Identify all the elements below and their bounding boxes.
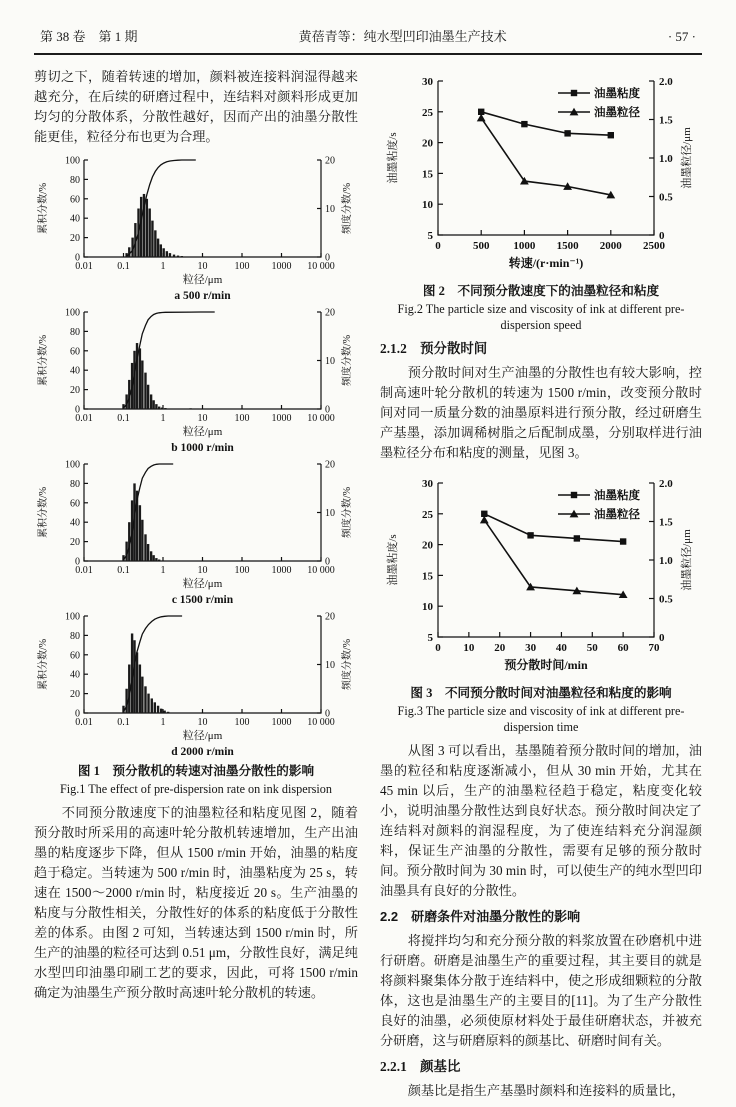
svg-text:100: 100 — [65, 460, 80, 471]
svg-text:2500: 2500 — [643, 240, 666, 252]
svg-text:油墨粒径: 油墨粒径 — [594, 507, 640, 521]
svg-text:粒径/μm: 粒径/μm — [183, 272, 223, 286]
svg-text:油墨粒径/μm: 油墨粒径/μm — [679, 127, 693, 189]
svg-text:10: 10 — [422, 199, 434, 211]
svg-text:1.5: 1.5 — [659, 517, 673, 529]
svg-text:1000: 1000 — [272, 261, 292, 272]
svg-text:20: 20 — [70, 233, 80, 244]
svg-text:50: 50 — [587, 642, 599, 654]
svg-text:80: 80 — [70, 327, 80, 338]
svg-text:20: 20 — [494, 642, 506, 654]
svg-text:20: 20 — [70, 385, 80, 396]
svg-text:0: 0 — [325, 405, 330, 416]
svg-text:100: 100 — [65, 308, 80, 319]
svg-text:30: 30 — [422, 478, 434, 490]
volume-issue: 第 38 卷 第 1 期 — [40, 26, 138, 45]
svg-text:60: 60 — [70, 346, 80, 357]
svg-text:累积分数/%: 累积分数/% — [36, 335, 49, 386]
section-heading-2-2: 2.2 研磨条件对油墨分散性的影响 — [380, 907, 702, 927]
figure-3 — [380, 469, 702, 735]
svg-text:25: 25 — [422, 107, 434, 119]
svg-text:0: 0 — [325, 709, 330, 720]
svg-text:粒径/μm: 粒径/μm — [183, 424, 223, 438]
page-header — [34, 26, 702, 55]
svg-text:0: 0 — [435, 642, 441, 654]
svg-text:1: 1 — [161, 717, 166, 728]
section-heading-2-2-1: 2.2.1 颜基比 — [380, 1057, 702, 1077]
svg-text:0: 0 — [75, 557, 80, 568]
svg-text:10: 10 — [325, 356, 335, 367]
fig2-line-chart — [382, 67, 700, 281]
svg-text:10 000: 10 000 — [307, 565, 335, 576]
svg-text:累积分数/%: 累积分数/% — [36, 639, 49, 690]
svg-text:油墨粘度: 油墨粘度 — [594, 488, 640, 502]
svg-text:1.0: 1.0 — [659, 153, 673, 165]
svg-text:100: 100 — [235, 261, 250, 272]
svg-text:b 1000 r/min: b 1000 r/min — [171, 442, 234, 454]
svg-text:20: 20 — [325, 460, 335, 471]
svg-text:频度分数/%: 频度分数/% — [340, 487, 353, 538]
svg-text:10 000: 10 000 — [307, 261, 335, 272]
svg-text:1000: 1000 — [272, 717, 292, 728]
fig1-caption-cn: 图 1 预分散机的转速对油墨分散性的影响 — [34, 763, 358, 780]
fig3-caption-en: Fig.3 The particle size and viscosity of ink at different pre-dispersion time — [380, 703, 702, 735]
svg-text:0.5: 0.5 — [659, 192, 673, 204]
running-title: 黄蓓青等：纯水型凹印油墨生产技术 — [138, 26, 668, 45]
svg-text:0: 0 — [75, 253, 80, 264]
svg-text:2.0: 2.0 — [659, 478, 673, 490]
svg-text:预分散时间/min: 预分散时间/min — [504, 657, 588, 672]
svg-text:1.0: 1.0 — [659, 555, 673, 567]
svg-text:油墨粒径: 油墨粒径 — [594, 105, 640, 119]
svg-text:0: 0 — [75, 405, 80, 416]
figure-2 — [380, 67, 702, 333]
svg-text:20: 20 — [325, 156, 335, 167]
svg-text:20: 20 — [70, 537, 80, 548]
svg-text:粒径/μm: 粒径/μm — [183, 728, 223, 742]
svg-text:10: 10 — [198, 565, 208, 576]
svg-text:油墨粘度: 油墨粘度 — [594, 86, 640, 100]
svg-text:10: 10 — [325, 204, 335, 215]
svg-text:0.01: 0.01 — [75, 261, 93, 272]
svg-text:1.5: 1.5 — [659, 115, 673, 127]
svg-text:0: 0 — [659, 632, 665, 644]
page-number: · 57 · — [668, 29, 696, 45]
svg-text:转速/(r·min⁻¹): 转速/(r·min⁻¹) — [509, 255, 584, 270]
svg-text:粒径/μm: 粒径/μm — [183, 576, 223, 590]
svg-text:0.01: 0.01 — [75, 413, 93, 424]
svg-text:1500: 1500 — [557, 240, 580, 252]
svg-text:10: 10 — [198, 413, 208, 424]
svg-text:100: 100 — [235, 565, 250, 576]
svg-text:1: 1 — [161, 565, 166, 576]
fig2-discussion-paragraph: 不同预分散速度下的油墨粒径和粘度见图 2，随着预分散时所采用的高速叶轮分散机转速增加，生产出油墨的粘度逐步下降，但从 1500 r/min 开始，油墨的粘度趋于稳定。当转速为 500 r/min 时，油墨粘度为 25 s，转速在 1500～2000 r/min 时，粘度接近 20 s。生产油墨的粘度与分散性相关，分散性好的体系的粘度低于分散性差的体系。由图 2 可知，当转速达到 1500 r/min 时，所生产的油墨的粒径可达到 0.51 μm，分散性良好，满足纯水型凹印油墨印刷工艺的要求，因此，可将 1500 r/min 确定为油墨生产预分散时高速叶轮分散机的转速。 — [34, 803, 358, 1003]
svg-text:40: 40 — [70, 518, 80, 529]
svg-text:40: 40 — [70, 214, 80, 225]
fig1a-histogram-500rpm — [34, 153, 358, 305]
svg-text:1000: 1000 — [513, 240, 536, 252]
svg-text:d 2000 r/min: d 2000 r/min — [171, 746, 234, 758]
svg-text:80: 80 — [70, 175, 80, 186]
fig1d-histogram-2000rpm — [34, 609, 358, 761]
svg-text:油墨粘度/s: 油墨粘度/s — [385, 534, 399, 585]
svg-text:10: 10 — [198, 261, 208, 272]
fig2-caption-cn: 图 2 不同预分散速度下的油墨粒径和粘度 — [380, 283, 702, 300]
svg-text:1: 1 — [161, 261, 166, 272]
svg-text:100: 100 — [65, 156, 80, 167]
svg-text:20: 20 — [422, 540, 434, 552]
svg-text:100: 100 — [235, 717, 250, 728]
svg-text:0.1: 0.1 — [117, 261, 130, 272]
svg-text:频度分数/%: 频度分数/% — [340, 639, 353, 690]
fig3-caption-cn: 图 3 不同预分散时间对油墨粒径和粘度的影响 — [380, 685, 702, 702]
svg-text:0.1: 0.1 — [117, 717, 130, 728]
svg-text:25: 25 — [422, 509, 434, 521]
fig1c-histogram-1500rpm — [34, 457, 358, 609]
svg-text:500: 500 — [473, 240, 490, 252]
svg-text:10: 10 — [325, 508, 335, 519]
svg-text:60: 60 — [70, 498, 80, 509]
svg-text:0: 0 — [659, 230, 665, 242]
section-2-1-2-paragraph: 预分散时间对生产油墨的分散性也有较大影响，控制高速叶轮分散机的转速为 1500 r/min，改变预分散时间对同一质量分数的油墨原料进行预分散，经过研磨生产基墨，添加调稀树脂之后配制成墨，分别取样进行油墨粒径分布和粘度的测量，见图 3。 — [380, 363, 702, 463]
svg-text:20: 20 — [70, 689, 80, 700]
svg-text:15: 15 — [422, 168, 434, 180]
svg-text:10: 10 — [325, 660, 335, 671]
svg-text:5: 5 — [428, 230, 434, 242]
svg-text:累积分数/%: 累积分数/% — [36, 183, 49, 234]
svg-text:80: 80 — [70, 631, 80, 642]
svg-text:油墨粒径/μm: 油墨粒径/μm — [679, 529, 693, 591]
section-heading-2-1-2: 2.1.2 预分散时间 — [380, 339, 702, 359]
section-2-2-paragraph: 将搅拌均匀和充分预分散的料浆放置在砂磨机中进行研磨。研磨是油墨生产的重要过程，其主要目的就是将颜料聚集体分散于连结料中，使之形成细颗粒的分散体，这也是油墨生产的主要目的[11]。为了生产分散性良好的油墨，必须使原材料处于最佳研磨状态，并被充分研磨，这与研磨原料的颜基比、研磨时间有关。 — [380, 931, 702, 1051]
svg-text:0: 0 — [325, 557, 330, 568]
svg-text:30: 30 — [525, 642, 537, 654]
svg-text:60: 60 — [70, 650, 80, 661]
fig1-caption-en: Fig.1 The effect of pre-dispersion rate on ink dispersion — [34, 781, 358, 797]
fig3-line-chart — [382, 469, 700, 683]
svg-text:10 000: 10 000 — [307, 413, 335, 424]
fig2-caption-en: Fig.2 The particle size and viscosity of ink at different pre-dispersion speed — [380, 301, 702, 333]
svg-text:100: 100 — [235, 413, 250, 424]
svg-text:70: 70 — [649, 642, 661, 654]
svg-text:2000: 2000 — [600, 240, 623, 252]
svg-text:40: 40 — [556, 642, 568, 654]
svg-text:20: 20 — [325, 308, 335, 319]
svg-text:累积分数/%: 累积分数/% — [36, 487, 49, 538]
svg-text:油墨粘度/s: 油墨粘度/s — [385, 132, 399, 183]
svg-text:1000: 1000 — [272, 565, 292, 576]
svg-text:0.01: 0.01 — [75, 717, 93, 728]
svg-text:1000: 1000 — [272, 413, 292, 424]
svg-text:0: 0 — [325, 253, 330, 264]
svg-text:60: 60 — [70, 194, 80, 205]
svg-text:0: 0 — [75, 709, 80, 720]
figure-1 — [34, 153, 358, 797]
svg-text:10: 10 — [463, 642, 475, 654]
svg-text:40: 40 — [70, 670, 80, 681]
svg-text:60: 60 — [618, 642, 630, 654]
svg-text:0.01: 0.01 — [75, 565, 93, 576]
right-column — [380, 63, 702, 1107]
svg-text:0.1: 0.1 — [117, 413, 130, 424]
svg-text:100: 100 — [65, 612, 80, 623]
svg-text:20: 20 — [325, 612, 335, 623]
svg-text:10: 10 — [198, 717, 208, 728]
svg-text:a 500 r/min: a 500 r/min — [174, 290, 231, 302]
svg-text:c 1500 r/min: c 1500 r/min — [172, 594, 234, 606]
svg-text:频度分数/%: 频度分数/% — [340, 183, 353, 234]
svg-text:5: 5 — [428, 632, 434, 644]
svg-text:80: 80 — [70, 479, 80, 490]
svg-text:1: 1 — [161, 413, 166, 424]
svg-text:0.5: 0.5 — [659, 594, 673, 606]
svg-text:10 000: 10 000 — [307, 717, 335, 728]
svg-text:0: 0 — [435, 240, 441, 252]
svg-text:20: 20 — [422, 138, 434, 150]
left-column — [34, 63, 358, 1107]
section-2-2-1-paragraph: 颜基比是指生产基墨时颜料和连接料的质量比， — [380, 1081, 702, 1101]
svg-text:40: 40 — [70, 366, 80, 377]
svg-text:0.1: 0.1 — [117, 565, 130, 576]
svg-text:10: 10 — [422, 601, 434, 613]
svg-text:30: 30 — [422, 76, 434, 88]
fig3-discussion-paragraph: 从图 3 可以看出，基墨随着预分散时间的增加，油墨的粒径和粘度逐渐减小，但从 30 min 开始，尤其在 45 min 以后，生产的油墨粒径趋于稳定，粘度变化较小，说明油墨分散性达到良好状态。预分散时间决定了连结料对颜料的润湿程度，为了使连结料充分润湿颜料，保证生产油墨的分散性，需要有足够的预分散时间。预分散时间为 30 min 时，可以使生产的纯水型凹印油墨具有良好的分散性。 — [380, 741, 702, 901]
fig1b-histogram-1000rpm — [34, 305, 358, 457]
svg-text:频度分数/%: 频度分数/% — [340, 335, 353, 386]
svg-text:15: 15 — [422, 570, 434, 582]
svg-text:2.0: 2.0 — [659, 76, 673, 88]
intro-paragraph: 剪切之下，随着转速的增加，颜料被连接料润湿得越来越充分，在后续的研磨过程中，连结料对颜料形成更加均匀的分散体系，分散性越好，因而产出的油墨分散性能更佳，粒径分布也更为合理。 — [34, 67, 358, 147]
